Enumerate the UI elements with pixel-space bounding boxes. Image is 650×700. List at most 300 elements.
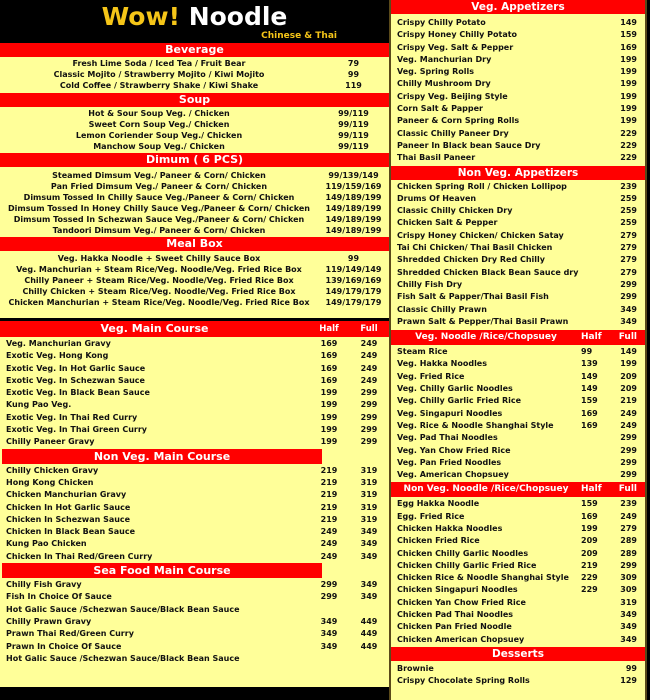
item-full-price: 299	[620, 445, 637, 455]
item-half-price: 219	[320, 502, 338, 512]
item-full-price: 249	[360, 351, 378, 361]
item-name: Exotic Veg. In Thai Red Curry	[6, 412, 138, 422]
item-name: Paneer & Corn Spring Rolls	[397, 116, 520, 126]
item-half-price: 169	[320, 375, 338, 385]
menu-item	[0, 264, 389, 275]
item-name: Cold Coffee / Strawberry Shake / Kiwi Shake	[59, 81, 259, 90]
item-name: Egg. Fried Rice	[397, 511, 465, 521]
item-price: 99/119	[338, 131, 369, 140]
item-name: Egg Hakka Noodle	[397, 499, 480, 509]
section-header-soup: Soup	[0, 93, 389, 107]
item-full-price: 209	[620, 371, 637, 381]
menu-item	[391, 140, 645, 152]
menu-item	[391, 371, 645, 383]
item-half-price: 349	[320, 641, 338, 651]
full-column-label: Full	[618, 332, 637, 343]
item-name: Crispy Chocolate Spring Rolls	[397, 676, 530, 686]
item-name: Chicken Singapuri Noodles	[397, 585, 518, 595]
menu-item	[0, 551, 389, 563]
item-full-price: 289	[620, 548, 637, 558]
item-full-price: 299	[360, 425, 378, 435]
item-name: Veg. Hakka Noodle + Sweet Chilly Sauce Box	[57, 254, 261, 263]
item-name: Veg. Hakka Noodles	[397, 359, 487, 369]
item-name: Exotic Veg. In Hot Garlic Sauce	[6, 363, 146, 373]
menu-item	[0, 412, 389, 424]
item-name: Chicken Spring Roll / Chicken Lollipop	[397, 181, 567, 191]
menu-item	[0, 203, 389, 214]
item-name: Hot & Sour Soup Veg. / Chicken	[88, 109, 230, 118]
dimsum-list	[0, 167, 389, 237]
menu-item	[391, 91, 645, 103]
menu-item	[391, 663, 645, 675]
item-full-price: 319	[620, 597, 637, 607]
item-half-price: 209	[581, 536, 598, 546]
item-half-price: 249	[320, 527, 338, 537]
menu-item	[391, 457, 645, 469]
menu-item	[391, 395, 645, 407]
item-name: Hot Galic Sauce /Schezwan Sauce/Black Bean Sauce	[6, 604, 240, 614]
menu-item	[0, 225, 389, 236]
item-name: Chicken In Black Bean Sauce	[6, 527, 136, 537]
item-name: Veg. Pan Fried Noodles	[397, 457, 502, 467]
section-header-seafood-main: Sea Food Main Course	[2, 563, 322, 578]
item-half-price: 209	[581, 548, 598, 558]
menu-item	[391, 621, 645, 633]
section-header-nonveg-main: Non Veg. Main Course	[2, 449, 322, 464]
item-full-price: 349	[620, 634, 637, 644]
item-name: Hong Kong Chicken	[6, 477, 94, 487]
item-full-price: 449	[360, 641, 378, 651]
item-half-price: 149	[581, 384, 598, 394]
menu-item	[391, 584, 645, 596]
item-price: 199	[620, 116, 637, 126]
item-full-price: 239	[620, 499, 637, 509]
menu-item	[0, 80, 389, 91]
menu-item	[391, 535, 645, 547]
item-name: Pan Fried Dimsum Veg./ Paneer & Corn/ Chicken	[50, 182, 268, 191]
section-header-veg-appetizers: Veg. Appetizers	[391, 0, 645, 14]
item-half-price	[581, 432, 615, 444]
item-full-price: 349	[360, 592, 378, 602]
item-half-price: 139	[581, 359, 598, 369]
menu-item	[0, 170, 389, 181]
menu-item	[391, 304, 645, 316]
item-name: Veg. Rice & Noodle Shanghai Style	[397, 420, 554, 430]
item-name: Crispy Honey Chilly Potato	[397, 30, 518, 40]
item-name: Corn Salt & Papper	[397, 104, 483, 114]
menu-item	[0, 350, 389, 362]
menu-item	[391, 634, 645, 646]
item-full-price: 349	[360, 580, 378, 590]
section-header-nonveg-appetizers: Non Veg. Appetizers	[391, 166, 645, 180]
veg-appetizers-list	[391, 14, 645, 165]
menu-item	[391, 383, 645, 395]
right-column	[389, 0, 647, 700]
item-name: Chilly Mushroom Dry	[397, 79, 491, 89]
item-name: Chicken In Hot Garlic Sauce	[6, 502, 131, 512]
item-half-price: 199	[320, 388, 338, 398]
item-name: Prawn Thai Red/Green Curry	[6, 629, 134, 639]
menu-item	[0, 338, 389, 350]
item-name: Thai Basil Paneer	[397, 153, 476, 163]
item-price: 299	[620, 279, 637, 289]
brand-title-noodle: Noodle	[188, 2, 288, 31]
item-price: 279	[620, 255, 637, 265]
item-price: 259	[620, 206, 637, 216]
item-name: Exotic Veg. In Black Bean Sauce	[6, 388, 150, 398]
section-header-veg-noodle	[391, 330, 645, 345]
item-full-price: 319	[360, 490, 378, 500]
item-full-price: 209	[620, 384, 637, 394]
menu-item	[0, 436, 389, 448]
menu-item	[0, 628, 389, 640]
item-half-price: 169	[581, 420, 598, 430]
item-name: Exotic Veg. Hong Kong	[6, 351, 109, 361]
item-name: Exotic Veg. In Thai Green Curry	[6, 425, 147, 435]
item-full-price: 309	[620, 573, 637, 583]
item-half-price	[581, 457, 615, 469]
item-half-price: 349	[320, 616, 338, 626]
item-name: Crispy Veg. Beijing Style	[397, 91, 508, 101]
menu-item	[391, 572, 645, 584]
item-price: 299	[620, 292, 637, 302]
item-half-price	[581, 609, 615, 621]
item-full-price: 449	[360, 629, 378, 639]
nonveg-appetizers-list	[391, 180, 645, 329]
menu-item	[391, 217, 645, 229]
item-full-price: 249	[360, 375, 378, 385]
item-name: Exotic Veg. In Schezwan Sauce	[6, 375, 145, 385]
menu-item	[391, 242, 645, 254]
item-full-price: 449	[360, 616, 378, 626]
menu-item	[0, 58, 389, 69]
item-name: Veg. Fried Rice	[397, 371, 465, 381]
item-price: 119/159/169	[325, 182, 382, 191]
item-name: Chicken Pad Thai Noodles	[397, 610, 514, 620]
item-price: 199	[620, 91, 637, 101]
item-name: Chicken American Chopsuey	[397, 634, 525, 644]
item-name: Veg. Manchurian Gravy	[6, 339, 111, 348]
item-full-price	[349, 653, 389, 665]
item-name: Veg. American Chopsuey	[397, 470, 509, 480]
menu-item	[391, 17, 645, 29]
item-full-price: 349	[620, 622, 637, 632]
menu-item	[391, 103, 645, 115]
item-full-price: 319	[360, 514, 378, 524]
item-price: 149/189/199	[325, 193, 382, 202]
item-name: Veg. Spring Rolls	[397, 67, 475, 77]
item-full-price: 299	[620, 433, 637, 443]
menu-item	[391, 675, 645, 687]
item-name: Chilly Paneer Gravy	[6, 437, 95, 447]
item-price: 159	[620, 30, 637, 40]
section-header-beverage: Beverage	[0, 43, 389, 57]
menu-item	[391, 358, 645, 370]
item-price: 199	[620, 104, 637, 114]
item-name: Veg. Singapuri Noodles	[397, 408, 503, 418]
half-column-label: Half	[319, 324, 339, 334]
item-price: 149/179/179	[325, 298, 382, 307]
sauce-options-note	[0, 653, 389, 665]
item-price: 229	[620, 140, 637, 150]
item-name: Classic Mojito / Strawberry Mojito / Kiwi Mojito	[53, 70, 265, 79]
item-price: 279	[620, 267, 637, 277]
item-name: Chicken Rice & Noodle Shanghai Style	[397, 573, 569, 583]
item-half-price: 219	[320, 490, 338, 500]
item-full-price: 319	[360, 477, 378, 487]
item-price: 239	[620, 181, 637, 191]
item-name: Fresh Lime Soda / Iced Tea / Fruit Bear	[72, 59, 246, 68]
section-header-veg-main	[0, 321, 389, 337]
item-half-price: 159	[581, 396, 598, 406]
item-name: Prawn In Choice Of Sauce	[6, 641, 122, 651]
brand-header	[0, 0, 389, 43]
section-title: Non Veg. Noodle /Rice/Chopsuey	[403, 484, 569, 495]
item-full-price: 249	[620, 408, 637, 418]
item-half-price	[581, 469, 615, 481]
meal-box-list	[0, 251, 389, 318]
section-header-dimsum: Dimum ( 6 PCS)	[0, 153, 389, 167]
menu-item	[0, 375, 389, 387]
menu-item	[0, 363, 389, 375]
item-full-price: 299	[360, 388, 378, 398]
item-name: Steamed Dimsum Veg./ Paneer & Corn/ Chicken	[52, 171, 266, 180]
menu-item	[391, 291, 645, 303]
item-name: Dimsum Tossed In Schezwan Sauce Veg./Paneer & Corn/ Chicken	[13, 215, 305, 224]
veg-main-list	[0, 337, 389, 449]
item-price: 259	[620, 218, 637, 228]
item-price: 229	[620, 128, 637, 138]
full-column-label: Full	[360, 324, 378, 334]
menu-item	[391, 254, 645, 266]
item-name: Chicken Chilly Garlic Fried Rice	[397, 560, 537, 570]
item-half-price: 199	[320, 400, 338, 410]
item-name: Shredded Chicken Black Bean Sauce dry	[397, 267, 579, 277]
item-price: 99	[625, 663, 637, 673]
brand-title-wow: Wow!	[101, 2, 180, 31]
menu-item	[0, 214, 389, 225]
item-name: Chilly Paneer + Steam Rice/Veg. Noodle/Veg. Fried Rice Box	[24, 276, 294, 285]
menu-item	[0, 119, 389, 130]
menu-item	[0, 514, 389, 526]
item-name: Shredded Chicken Dry Red Chilly	[397, 255, 545, 265]
item-name: Veg. Chilly Garlic Noodles	[397, 384, 513, 394]
menu-item	[0, 526, 389, 538]
item-name: Lemon Coriender Soup Veg./ Chicken	[75, 131, 243, 140]
item-half-price: 169	[320, 339, 338, 348]
item-half-price: 169	[320, 351, 338, 361]
item-half-price	[581, 634, 615, 646]
item-half-price: 249	[320, 539, 338, 549]
item-name: Drums Of Heaven	[397, 193, 477, 203]
item-half-price	[309, 604, 349, 616]
item-price: 99/139/149	[328, 171, 379, 180]
menu-item	[391, 78, 645, 90]
menu-item	[391, 181, 645, 193]
item-half-price: 299	[320, 580, 338, 590]
item-half-price: 219	[320, 477, 338, 487]
item-half-price	[581, 445, 615, 457]
item-name: Tai Chi Chicken/ Thai Basil Chicken	[397, 243, 553, 253]
nonveg-main-list	[0, 464, 389, 563]
section-header-desserts: Desserts	[391, 647, 645, 661]
item-name: Hot Galic Sauce /Schezwan Sauce/Black Bean Sauce	[6, 653, 240, 663]
item-half-price: 219	[581, 560, 598, 570]
item-full-price: 299	[620, 560, 637, 570]
menu-item	[391, 346, 645, 358]
menu-item	[0, 192, 389, 203]
menu-item	[391, 193, 645, 205]
item-full-price: 149	[620, 347, 637, 357]
item-name: Classic Chilly Prawn	[397, 304, 487, 314]
menu-item	[0, 477, 389, 489]
item-name: Sweet Corn Soup Veg./ Chicken	[88, 120, 230, 129]
item-half-price: 99	[581, 347, 593, 357]
item-full-price: 299	[620, 457, 637, 467]
item-half-price: 229	[581, 573, 598, 583]
item-name: Classic Chilly Chicken Dry	[397, 206, 513, 216]
item-price: 279	[620, 243, 637, 253]
item-full-price: 319	[360, 502, 378, 512]
item-full-price: 349	[360, 539, 378, 549]
menu-item	[391, 548, 645, 560]
item-full-price	[349, 604, 389, 616]
item-half-price: 199	[320, 425, 338, 435]
item-half-price	[581, 597, 615, 609]
item-full-price: 249	[360, 339, 378, 348]
item-name: Chicken Manchurian Gravy	[6, 490, 127, 500]
veg-noodle-list	[391, 345, 645, 481]
desserts-list	[391, 661, 645, 688]
item-name: Chicken In Schezwan Sauce	[6, 514, 131, 524]
item-name: Chicken Salt & Pepper	[397, 218, 498, 228]
item-name: Chilly Fish Dry	[397, 279, 463, 289]
nonveg-noodle-list	[391, 497, 645, 646]
item-price: 79	[347, 59, 360, 68]
item-half-price: 169	[581, 408, 598, 418]
menu-item	[391, 115, 645, 127]
half-column-label: Half	[581, 484, 602, 495]
item-name: Kung Pao Chicken	[6, 539, 87, 549]
menu-item	[0, 591, 389, 603]
menu-item	[391, 128, 645, 140]
menu-item	[391, 445, 645, 457]
item-half-price: 219	[320, 514, 338, 524]
item-price: 279	[620, 230, 637, 240]
menu-item	[0, 538, 389, 550]
item-full-price: 219	[620, 396, 637, 406]
item-name: Prawn Salt & Pepper/Thai Basil Prawn	[397, 316, 569, 326]
menu-item	[391, 230, 645, 242]
item-price: 259	[620, 193, 637, 203]
menu-item	[0, 424, 389, 436]
item-price: 129	[620, 676, 637, 686]
menu-item	[391, 279, 645, 291]
item-name: Chicken Hakka Noodles	[397, 523, 503, 533]
menu-item	[391, 267, 645, 279]
menu-item	[0, 579, 389, 591]
menu-item	[0, 130, 389, 141]
menu-item	[0, 297, 389, 308]
menu-item	[0, 489, 389, 501]
item-half-price: 349	[320, 629, 338, 639]
item-price: 139/169/169	[325, 276, 382, 285]
menu-item	[0, 465, 389, 477]
item-price: 99/119	[338, 109, 369, 118]
menu-item	[0, 181, 389, 192]
item-full-price: 299	[360, 437, 378, 447]
menu-item	[0, 275, 389, 286]
section-header-nonveg-noodle	[391, 482, 645, 497]
full-column-label: Full	[618, 484, 637, 495]
menu-item	[391, 523, 645, 535]
item-name: Crispy Chilly Potato	[397, 18, 486, 27]
item-name: Crispy Honey Chicken/ Chicken Satay	[397, 230, 564, 240]
item-name: Veg. Yan Chow Fried Rice	[397, 445, 511, 455]
section-title: Veg. Main Course	[100, 322, 209, 335]
item-price: 349	[620, 304, 637, 314]
item-half-price: 199	[320, 437, 338, 447]
item-name: Steam Rice	[397, 347, 448, 357]
item-name: Chilly Chicken + Steam Rice/Veg. Noodle/Veg. Fried Rice Box	[22, 287, 296, 296]
item-price: 99/119	[338, 142, 369, 151]
item-half-price: 249	[320, 551, 338, 561]
item-price: 119	[345, 81, 362, 90]
item-name: Chicken Yan Chow Fried Rice	[397, 597, 526, 607]
item-full-price: 249	[620, 511, 637, 521]
section-title: Veg. Noodle /Rice/Chopsuey	[415, 332, 557, 343]
soup-list	[0, 107, 389, 153]
restaurant-name	[0, 2, 389, 31]
item-half-price: 149	[581, 371, 598, 381]
item-price: 199	[620, 79, 637, 89]
menu-item	[0, 108, 389, 119]
item-price: 229	[620, 153, 637, 163]
item-full-price: 289	[620, 536, 637, 546]
item-price: 149/189/199	[325, 226, 382, 235]
item-name: Kung Pao Veg.	[6, 400, 72, 410]
section-header-meal-box: Meal Box	[0, 237, 389, 251]
item-full-price: 349	[620, 610, 637, 620]
cuisine-subtitle: Chinese & Thai	[261, 31, 337, 41]
item-name: Paneer In Black bean Sauce Dry	[397, 140, 541, 150]
item-full-price: 249	[360, 363, 378, 373]
menu-item	[391, 609, 645, 621]
item-price: 149/189/199	[325, 215, 382, 224]
menu-item	[0, 69, 389, 80]
item-name: Fish In Choice Of Sauce	[6, 592, 112, 602]
item-price: 149/179/179	[325, 287, 382, 296]
item-price: 149/189/199	[325, 204, 382, 213]
menu-item	[391, 205, 645, 217]
menu-item	[391, 408, 645, 420]
menu-item	[391, 66, 645, 78]
item-full-price: 249	[620, 420, 637, 430]
item-price: 199	[620, 67, 637, 77]
bottom-border	[0, 694, 389, 700]
item-price: 169	[620, 42, 637, 52]
main-course-panel	[0, 321, 389, 687]
item-price: 149	[620, 18, 637, 27]
item-half-price: 299	[320, 592, 338, 602]
item-price: 199	[620, 54, 637, 64]
item-name: Dimsum Tossed In Honey Chilly Sauce Veg./Paneer & Corn/ Chicken	[8, 204, 310, 213]
item-name: Chicken In Thai Red/Green Curry	[6, 551, 153, 561]
menu-item	[0, 641, 389, 653]
item-name: Classic Chilly Paneer Dry	[397, 128, 509, 138]
item-half-price: 169	[581, 511, 598, 521]
item-price: 119/149/149	[325, 265, 382, 274]
